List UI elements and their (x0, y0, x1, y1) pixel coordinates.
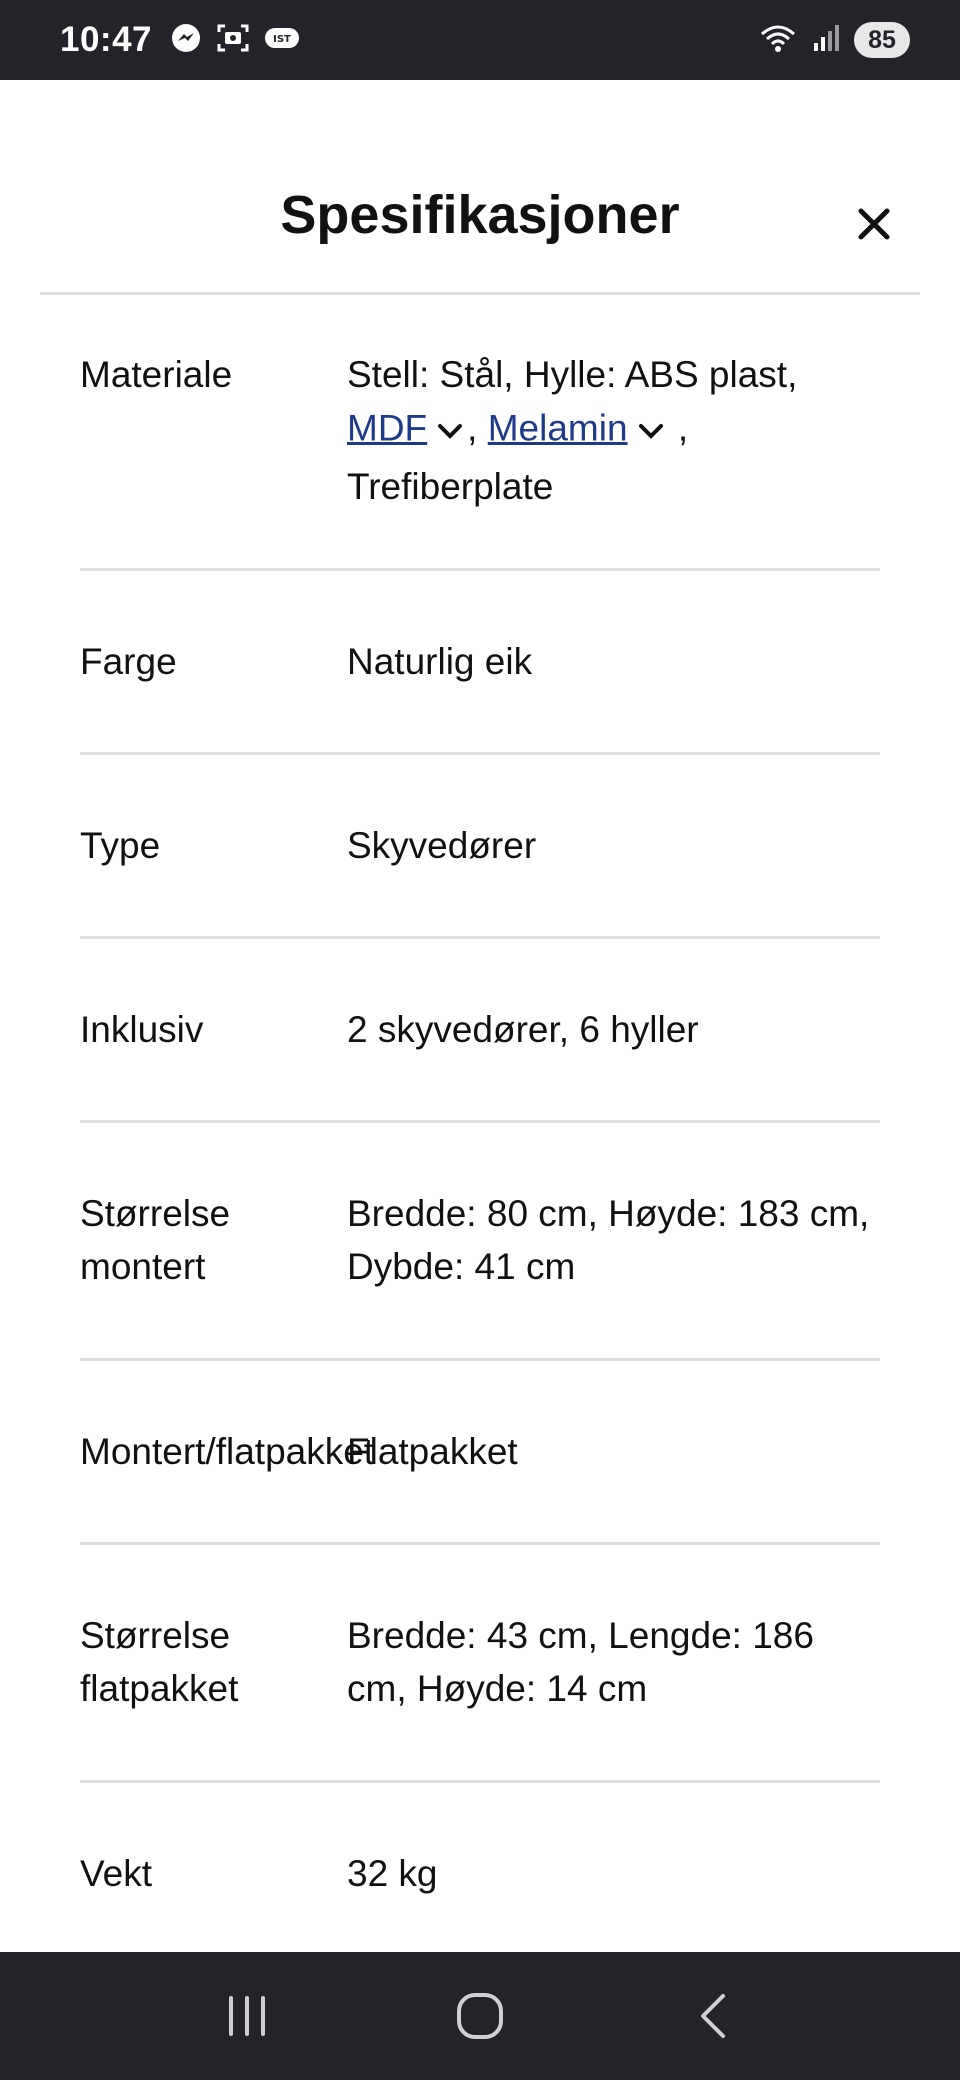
status-left (60, 20, 300, 60)
spec-value: Bredde: 80 cm, Høyde: 183 cm, Dybde: 41 cm (347, 1193, 870, 1287)
status-bar (0, 0, 960, 80)
spec-label: Farge (80, 641, 177, 682)
separator-text: , (467, 407, 488, 449)
spec-value: Bredde: 43 cm, Lengde: 186 cm, Høyde: 14 cm (347, 1615, 814, 1709)
back-icon (693, 1990, 733, 2042)
spec-label-line: Størrelse (80, 1615, 231, 1656)
spec-value: Naturlig eik (347, 641, 533, 682)
spec-label (80, 1609, 347, 1715)
spec-row-type (80, 755, 880, 939)
spec-value: Skyvedører (347, 825, 537, 866)
wifi-icon (758, 22, 798, 59)
close-button[interactable] (852, 202, 896, 246)
material-link-melamin[interactable]: Melamin (487, 407, 628, 449)
chevron-down-icon[interactable] (638, 401, 664, 454)
messenger-icon (170, 22, 202, 59)
spec-row-farge (80, 571, 880, 755)
spec-value: Flatpakket (347, 1431, 518, 1472)
notification-icons (170, 22, 300, 59)
spec-label (80, 1187, 347, 1293)
screenshot-icon (216, 22, 250, 59)
home-button[interactable] (440, 1976, 520, 2056)
recent-apps-icon (223, 1992, 271, 2040)
spec-value: 32 kg (347, 1853, 438, 1894)
spec-label-line: Størrelse (80, 1193, 231, 1234)
chevron-down-icon[interactable] (437, 401, 463, 454)
close-icon (856, 206, 892, 242)
back-button[interactable] (673, 1976, 753, 2056)
spec-value (347, 348, 880, 513)
spec-list (80, 298, 880, 1943)
battery-indicator: 85 (854, 22, 910, 58)
spec-value-text: Trefiberplate (347, 466, 554, 507)
spec-label: Montert/flatpakket (80, 1431, 375, 1472)
spec-label: Inklusiv (80, 1009, 204, 1050)
modal-header (40, 80, 920, 295)
spec-value: 2 skyvedører, 6 hyller (347, 1009, 699, 1050)
status-time: 10:47 (60, 20, 153, 59)
material-link-mdf[interactable]: MDF (347, 407, 428, 449)
spec-row-materiale (80, 298, 880, 571)
spec-row-storrelse-flatpakket (80, 1545, 880, 1783)
page-title: Spesifikasjoner (280, 185, 680, 245)
spec-label: Vekt (80, 1853, 152, 1894)
recent-apps-button[interactable] (207, 1976, 287, 2056)
system-nav-bar (0, 1952, 960, 2080)
status-right (758, 22, 910, 59)
signal-icon (812, 23, 840, 58)
home-icon (454, 1990, 506, 2042)
spec-label: Materiale (80, 354, 233, 395)
svg-text:IST: IST (273, 33, 291, 45)
spec-row-storrelse-montert (80, 1123, 880, 1361)
spec-label: Type (80, 825, 161, 866)
spec-label-line: montert (80, 1246, 206, 1287)
ist-icon (264, 26, 300, 55)
separator-text: , (667, 407, 689, 449)
spec-row-vekt (80, 1783, 880, 1943)
spec-value-text: Stell: Stål, Hylle: ABS plast, (347, 354, 798, 395)
spec-row-montert-flatpakket (80, 1361, 880, 1545)
spec-label-line: flatpakket (80, 1668, 239, 1709)
spec-row-inklusiv (80, 939, 880, 1123)
